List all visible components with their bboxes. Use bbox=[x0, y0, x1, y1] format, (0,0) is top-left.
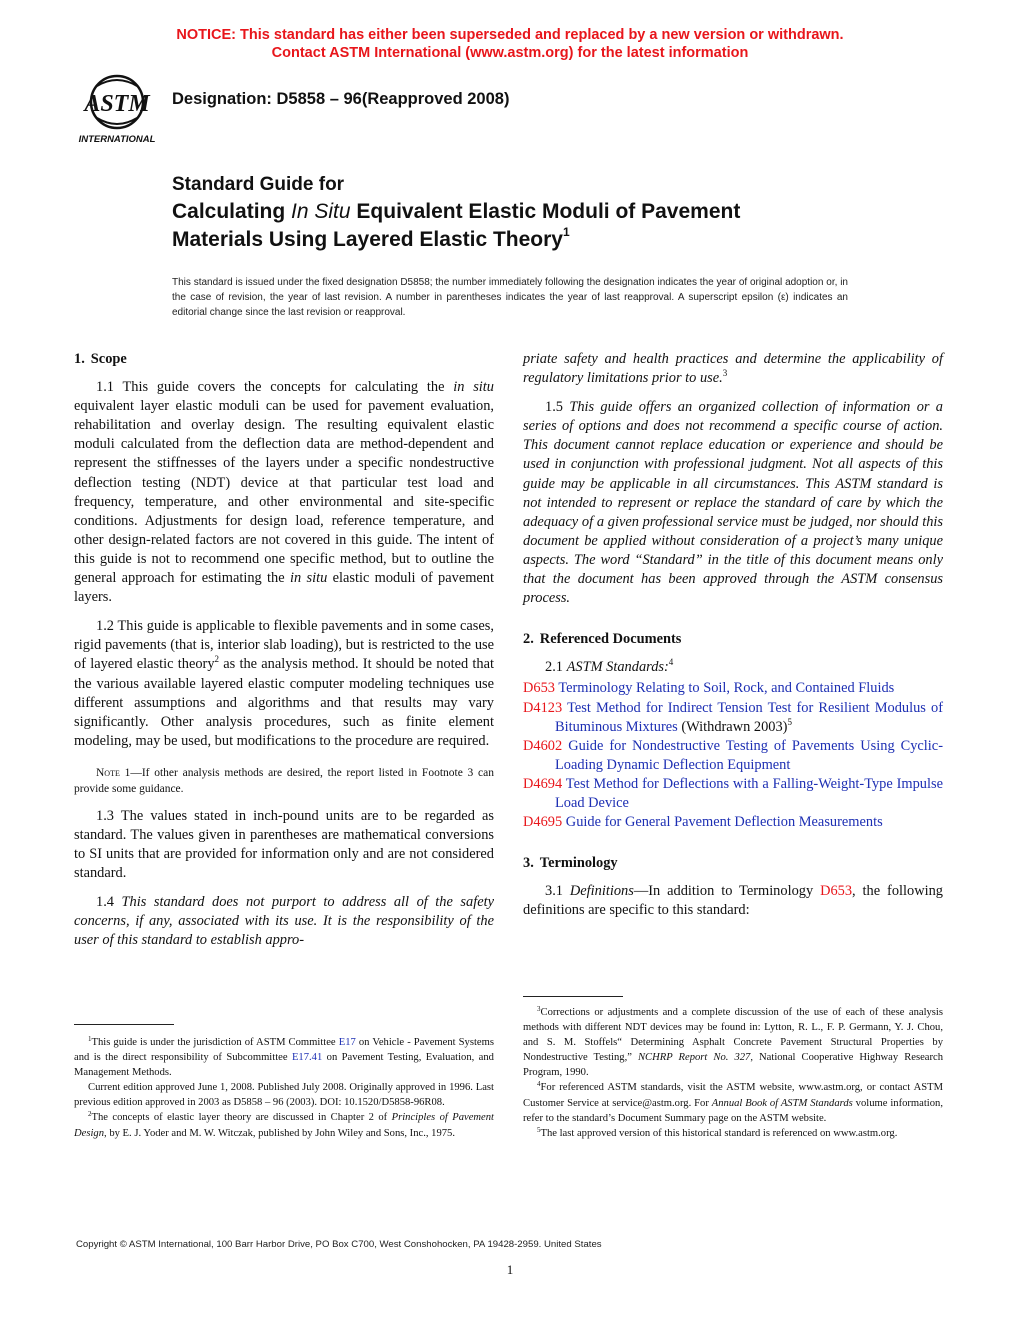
footnote-rule-left bbox=[74, 1024, 174, 1025]
title-line-1: Standard Guide for bbox=[172, 174, 345, 195]
section-heading-referenced-documents: 2. Referenced Documents bbox=[523, 631, 682, 648]
copyright-line: Copyright © ASTM International, 100 Barr Harbor Drive, PO Box C700, West Conshohocken, PA 19428-2959. United States bbox=[76, 1239, 602, 1250]
paragraph-3-1: 3.1 Definitions—In addition to Terminology D653, the following definitions are specific to this standard: bbox=[523, 883, 943, 919]
notice-line-1: NOTICE: This standard has either been superseded and replaced by a new version or withdrawn. bbox=[176, 27, 844, 43]
paragraph-1-3: 1.3 The values stated in inch-pound units are to be regarded as standard. The values given in parentheses are mathematical conversions to SI units that are provided for information only and are not considered standard. bbox=[74, 807, 494, 882]
footnote-rule-right bbox=[523, 996, 623, 997]
issued-statement: This standard is issued under the fixed designation D5858; the number immediately following the designation indicates the year of original adoption or, in the case of revision, the year of last revision. A number in parentheses indicates the year of last reapproval. A superscript epsilon (ε) indicates an editorial change since the last revision or reapproval. bbox=[172, 277, 848, 318]
title-line-3: Materials Using Layered Elastic Theory$^1$ bbox=[172, 225, 570, 251]
footnote-2: $^2$The concepts of elastic layer theory are discussed in Chapter 2 of Principles of Pavement Design, by E. J. Yoder and M. W. Witczak, published by John Wiley and Sons, Inc., 1975. bbox=[74, 1110, 494, 1139]
reference-d4694[interactable]: D4694 Test Method for Deflections with a Falling-Weight-Type Impulse Load Device bbox=[523, 775, 943, 811]
astm-logo bbox=[72, 72, 162, 146]
paragraph-1-1: 1.1 This guide covers the concepts for calculating the in situ equivalent layer elastic moduli can be used for pavement evaluation, rehabilitation and overlay design. The resulting equivalent elastic moduli calculated from the deflection data are method-dependent and represent the stiffnesses of the layers under a specific nondestructive deflection testing (NDT) device at that particular test load and frequency, temperature, and other environmental and site-specific conditions. Adjustments for design load, reference temperature, and other design-related factors are not covered in this guide. The intent of this guide is not to recommend one specific method, but to outline the general approach for estimating the in situ elastic moduli of pavement layers. bbox=[74, 379, 494, 606]
supersede-notice bbox=[0, 26, 1020, 62]
title-line-2: Calculating In Situ Equivalent Elastic Moduli of Pavement bbox=[172, 200, 741, 223]
footnotes-left bbox=[74, 1035, 494, 1141]
paragraph-1-5: 1.5 This guide offers an organized collection of information or a series of options and does not recommend a specific course of action. This document cannot replace education or experience and should be used in conjunction with professional judgment. Not all aspects of this guide may be applicable in all circumstances. This ASTM standard is not intended to represent or replace the standard of care by which the adequacy of a given professional service must be judged, nor should this document be applied without consideration of a project’s many unique aspects. The word “Standard” in the title of this document means only that the document has been approved through the ASTM consensus process. bbox=[523, 399, 943, 607]
footnote-3: $^3$Corrections or adjustments and a complete discussion of the use of each of these analysis methods with different NDT devices may be found in: Lytton, R. L., F. P. Germann, Y. J. Chou, and S. M. Stoffels“ Determining Asphalt Concrete Pavement Structural Properties by Nondestructive Testing,” NCHRP Report No. 327, National Cooperative Highway Research Program, 1990. bbox=[523, 1005, 944, 1079]
reference-d4123[interactable]: D4123 Test Method for Indirect Tension Test for Resilient Modulus of Bituminous Mixtures (Withdrawn 2003)$^5$ bbox=[523, 699, 943, 735]
logo-text: ASTM bbox=[84, 91, 150, 117]
paragraph-2-1: 2.1 ASTM Standards:$^4$ bbox=[545, 657, 674, 676]
footnote-4: $^4$For referenced ASTM standards, visit the ASTM website, www.astm.org, or contact ASTM Customer Service at service@astm.org. For Annual Book of ASTM Standards volume information, refer to the standard’s Document Summary page on the ASTM website. bbox=[523, 1080, 943, 1124]
terminology-link-d653[interactable]: D653 bbox=[820, 883, 853, 900]
paragraph-1-4-continued: priate safety and health practices and determine the applicability of regulatory limitations prior to use.$^3$ bbox=[523, 351, 943, 387]
reference-d4602[interactable]: D4602 Guide for Nondestructive Testing of Pavements Using Cyclic-Loading Dynamic Deflection Equipment bbox=[523, 737, 943, 773]
footnote-5: $^5$The last approved version of this historical standard is referenced on www.astm.org. bbox=[537, 1125, 898, 1139]
reference-d653[interactable]: D653 Terminology Relating to Soil, Rock, and Contained Fluids bbox=[523, 680, 895, 697]
notice-line-2: Contact ASTM International (www.astm.org) for the latest information bbox=[271, 45, 749, 61]
section-heading-terminology: 3. Terminology bbox=[523, 855, 618, 872]
logo-subtext: INTERNATIONAL bbox=[78, 134, 156, 145]
note-1: Note 1—If other analysis methods are desired, the report listed in Footnote 3 can provide some guidance. bbox=[74, 766, 494, 795]
reference-list bbox=[523, 679, 943, 832]
paragraph-1-4: 1.4 This standard does not purport to address all of the safety concerns, if any, associated with its use. It is the responsibility of the user of this standard to establish appro- bbox=[74, 894, 494, 949]
reference-d4695[interactable]: D4695 Guide for General Pavement Deflection Measurements bbox=[523, 814, 883, 831]
section-heading-scope: 1. Scope bbox=[74, 351, 127, 367]
paragraph-1-2: 1.2 This guide is applicable to flexible pavements and in some cases, rigid pavements (that is, interior slab loading), but is restricted to the use of layered elastic theory$^2$ as the analysis method. It should be noted that the various available layered elastic computer modeling techniques use different assumptions and algorithms and that results may vary significantly. Other analysis procedures, such as finite element modeling, may be used, but modifications to the procedure are required. bbox=[74, 618, 494, 749]
left-column bbox=[74, 350, 494, 961]
designation: Designation: D5858 – 96(Reapproved 2008) bbox=[172, 90, 510, 108]
document-title bbox=[172, 172, 892, 254]
link-e17[interactable]: E17 bbox=[338, 1037, 356, 1048]
right-column bbox=[523, 350, 943, 930]
footnote-1-edition: Current edition approved June 1, 2008. Published July 2008. Originally approved in 1996. Last previous edition approved in 2003 as D5858 – 96 (2003). DOI: 10.1520/D5858-96R08. bbox=[74, 1082, 494, 1109]
footnotes-right bbox=[523, 1005, 943, 1141]
footnote-1: $^1$This guide is under the jurisdiction of ASTM Committee E17 on Vehicle - Pavement Systems and is the direct responsibility of Subcommittee E17.41 on Pavement Testing, Evaluation, and Management Methods. bbox=[74, 1035, 494, 1079]
link-e17-41[interactable]: E17.41 bbox=[291, 1052, 323, 1064]
page-number: 1 bbox=[506, 1262, 514, 1277]
title-footnote-mark: 1 bbox=[562, 225, 570, 239]
